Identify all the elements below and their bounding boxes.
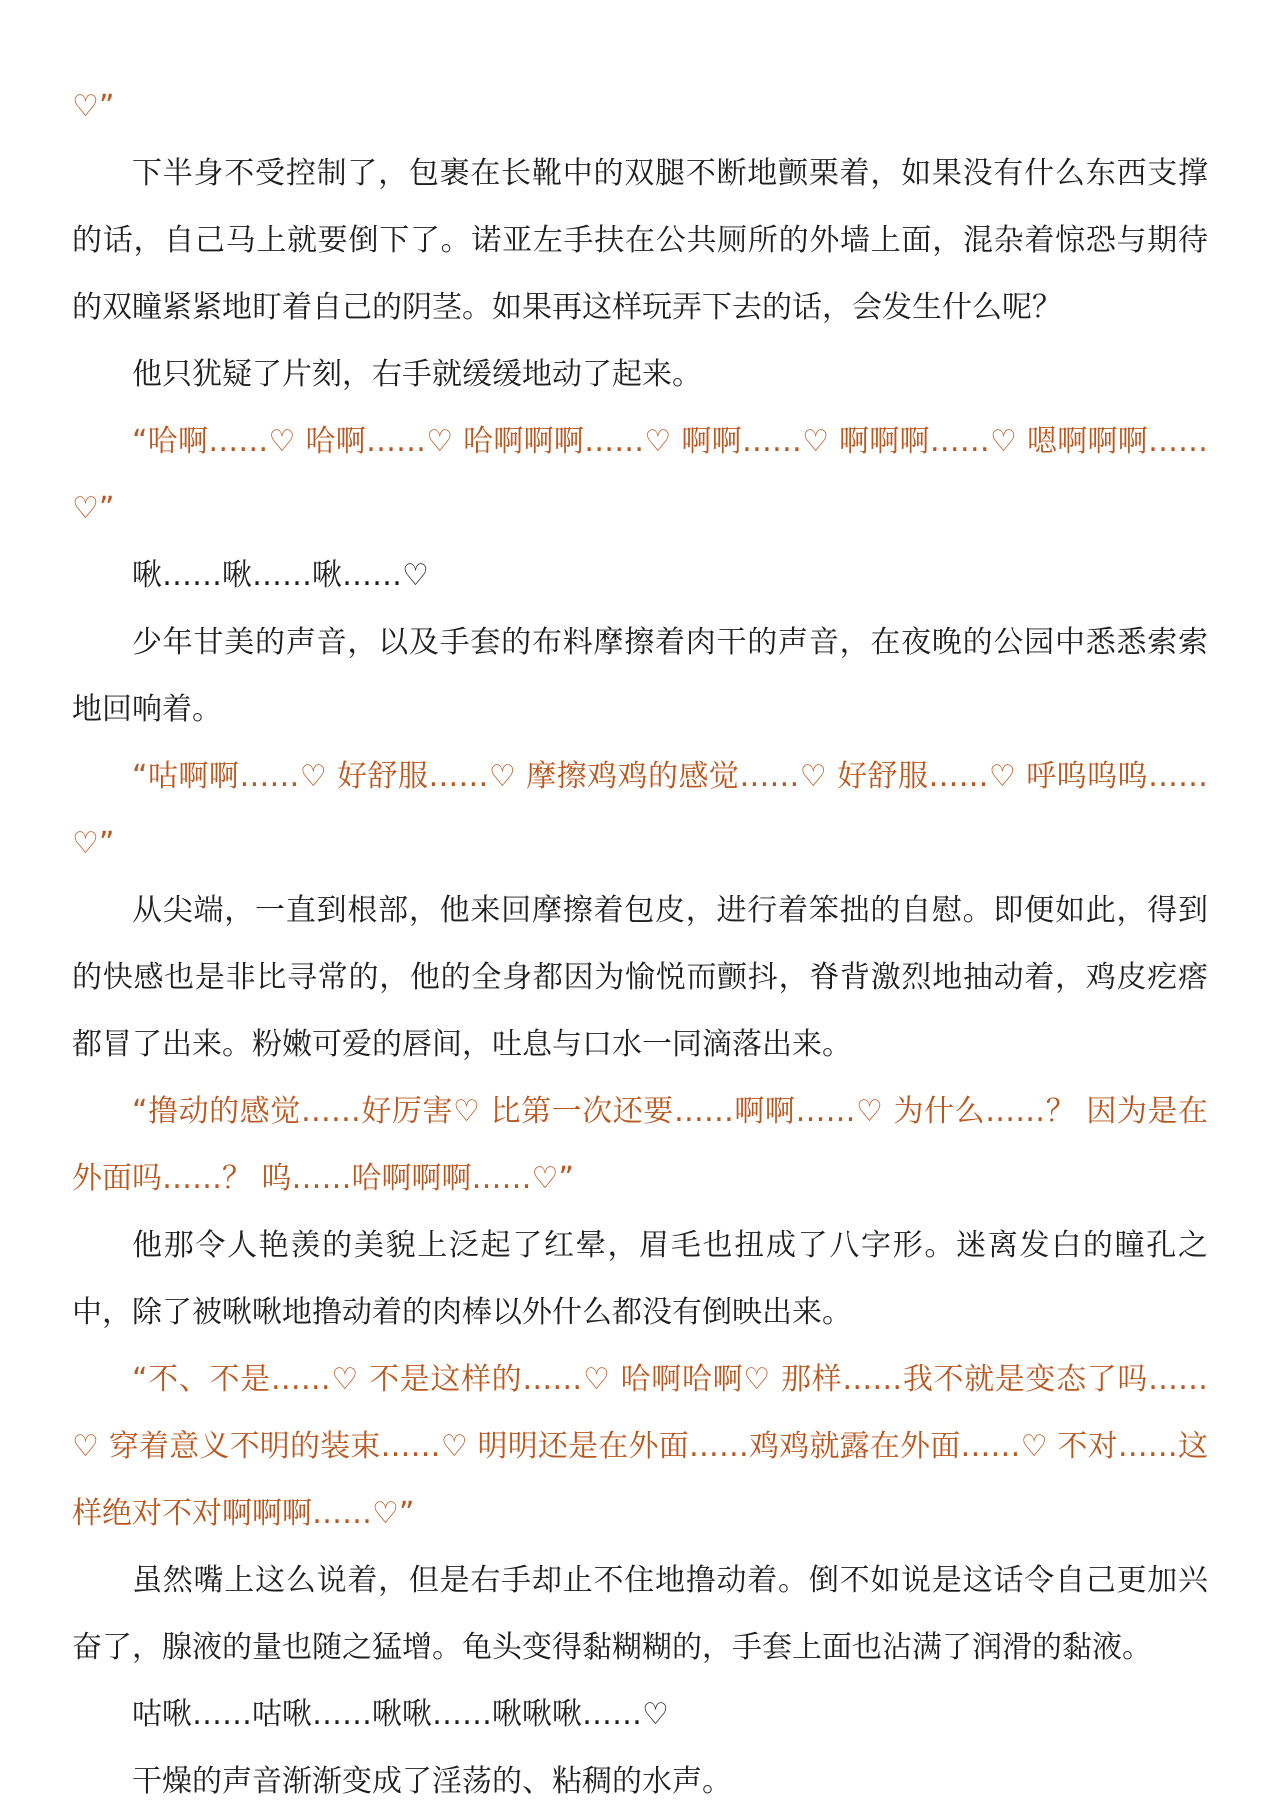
dialogue-line: “不、不是……♡ 不是这样的……♡ 哈啊哈啊♡ 那样……我不就是变态了吗……♡ 穿着意义不明的装束……♡ 明明还是在外面……鸡鸡就露在外面……♡ 不对……这样绝对不对啊啊啊……♡” [72,1362,1208,1531]
dialogue-line: “哈啊……♡ 哈啊……♡ 哈啊啊啊……♡ 啊啊……♡ 啊啊啊……♡ 嗯啊啊啊……♡” [72,424,1208,526]
narration-paragraph: 虽然嘴上这么说着，但是右手却止不住地撸动着。倒不如说是这话令自己更加兴奋了，腺液的量也随之猛增。龟头变得黏糊糊的，手套上面也沾满了润滑的黏液。 [72,1563,1208,1665]
narration-paragraph: 他只犹疑了片刻，右手就缓缓地动了起来。 [132,357,702,392]
sfx-line: 啾……啾……啾……♡ [132,558,429,593]
narration-paragraph: 少年甘美的声音，以及手套的布料摩擦着肉干的声音，在夜晚的公园中悉悉索索地回响着。 [72,625,1208,727]
sfx-line: 咕啾……咕啾……啾啾……啾啾啾……♡ [132,1697,669,1732]
dialogue-continuation-line: ♡” [72,89,115,124]
dialogue-line: “咕啊啊……♡ 好舒服……♡ 摩擦鸡鸡的感觉……♡ 好舒服……♡ 呼呜呜呜……♡” [72,759,1208,861]
narration-paragraph: 从尖端，一直到根部，他来回摩擦着包皮，进行着笨拙的自慰。即便如此，得到的快感也是非比寻常的，他的全身都因为愉悦而颤抖，脊背激烈地抽动着，鸡皮疙瘩都冒了出来。粉嫩可爱的唇间，吐息与口水一同滴落出来。 [72,893,1208,1062]
narration-paragraph: 下半身不受控制了，包裹在长靴中的双腿不断地颤栗着，如果没有什么东西支撑的话，自己马上就要倒下了。诺亚左手扶在公共厕所的外墙上面，混杂着惊恐与期待的双瞳紧紧地盯着自己的阴茎。如果再这样玩弄下去的话，会发生什么呢？ [72,156,1208,325]
narration-paragraph: 干燥的声音渐渐变成了淫荡的、粘稠的水声。 [132,1764,732,1799]
dialogue-line: “撸动的感觉……好厉害♡ 比第一次还要……啊啊……♡ 为什么……？ 因为是在外面吗……？ 呜……哈啊啊啊……♡” [72,1094,1208,1196]
narration-paragraph: 他那令人艳羡的美貌上泛起了红晕，眉毛也扭成了八字形。迷离发白的瞳孔之中，除了被啾啾地撸动着的肉棒以外什么都没有倒映出来。 [72,1228,1208,1330]
